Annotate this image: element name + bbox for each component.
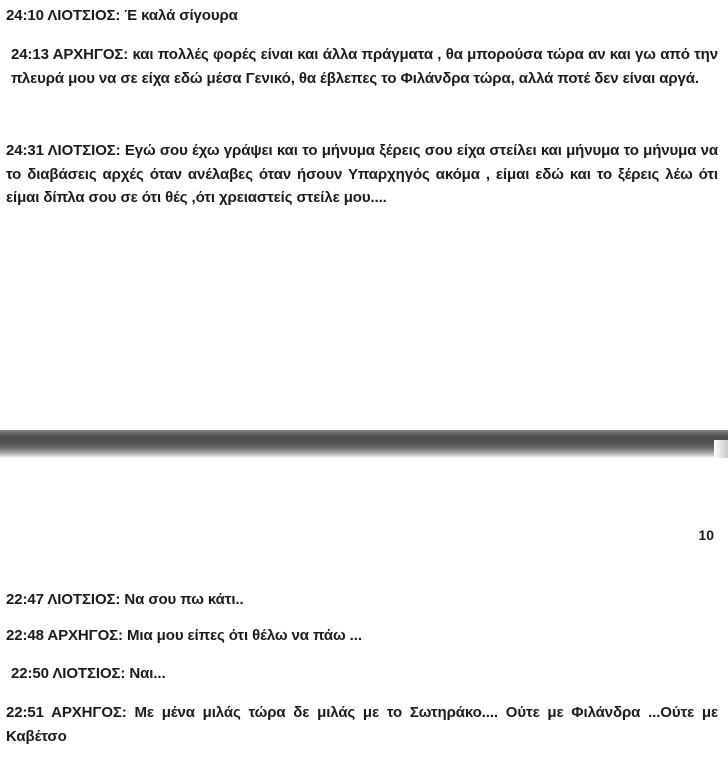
line-text: Μια μου είπες ότι θέλω να πάω ...	[127, 627, 362, 644]
line-speaker: ΑΡΧΗΓΟΣ:	[51, 704, 127, 721]
page-break-divider	[0, 430, 728, 458]
line-text: Ναι...	[129, 665, 166, 682]
line-time: 24:13	[11, 46, 49, 63]
transcript-line	[11, 43, 718, 90]
line-speaker: ΛΙΟΤΣΙΟΣ:	[47, 7, 121, 24]
line-text: Με μένα μιλάς τώρα δε μιλάς με το Σωτηράκο.... Ούτε με Φιλάνδρα ...Ούτε με Καβέτσο	[6, 704, 719, 745]
line-speaker: ΑΡΧΗΓΟΣ:	[52, 46, 129, 63]
line-speaker: ΛΙΟΤΣΙΟΣ:	[47, 591, 121, 608]
line-speaker: ΛΙΟΤΣΙΟΣ:	[47, 142, 121, 159]
line-time: 22:51	[6, 704, 44, 721]
transcript-line	[6, 701, 718, 748]
line-time: 24:10	[6, 7, 44, 24]
transcript-line	[6, 4, 718, 28]
line-text: Έ καλά σίγουρα	[124, 7, 238, 24]
line-time: 22:50	[11, 665, 49, 682]
transcript-line	[6, 139, 718, 210]
line-text: και πολλές φορές είναι και άλλα πράγματα , θα μπορούσα τώρα αν και γω από την πλευρά μου να σε είχα εδώ μέσα Γενικό, θα έβλεπες το Φιλάνδρα τώρα, αλλά ποτέ δεν είναι αργά.	[11, 46, 718, 87]
line-text: Να σου πω κάτι..	[124, 591, 244, 608]
transcript-line	[11, 662, 718, 686]
line-speaker: ΑΡΧΗΓΟΣ:	[47, 627, 123, 644]
line-text: Εγώ σου έχω γράψει και το μήνυμα ξέρεις σου είχα στείλει και μήνυμα το μήνυμα να το διαβάσεις αρχές όταν ανέλαβες όταν ήσουν Υπαρχηγός ακόμα , είμαι εδώ και το ξέρεις λέω ότι είμαι δίπλα σου σε ότι θές ,ότι χρειαστείς στείλε μου....	[6, 142, 718, 206]
line-speaker: ΛΙΟΤΣΙΟΣ:	[52, 665, 126, 682]
page-number: 10	[698, 527, 714, 543]
line-time: 24:31	[6, 142, 44, 159]
line-time: 22:48	[6, 627, 44, 644]
transcript-line	[6, 588, 718, 612]
transcript-line	[6, 624, 718, 648]
line-time: 22:47	[6, 591, 44, 608]
